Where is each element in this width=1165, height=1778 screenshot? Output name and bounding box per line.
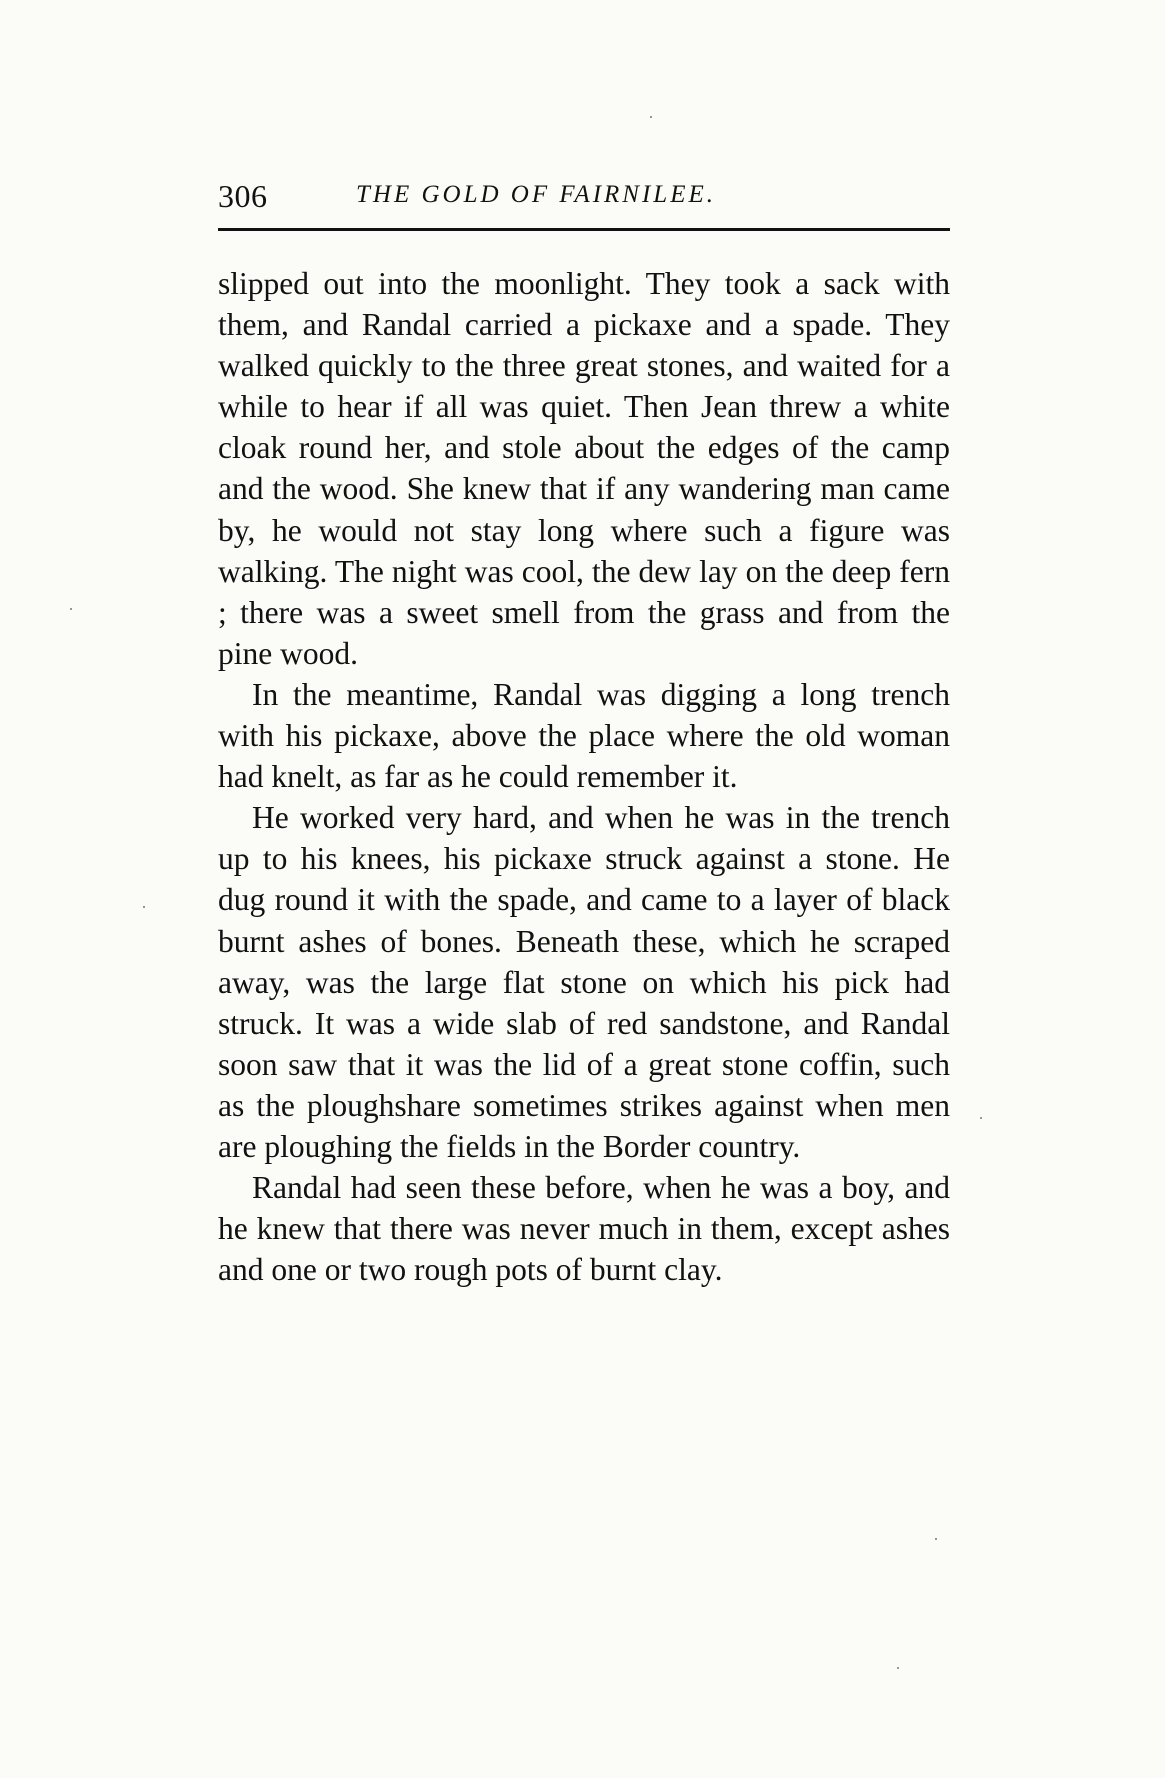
- scan-speck: [980, 1117, 982, 1119]
- running-title: THE GOLD OF FAIRNILEE.: [356, 181, 716, 208]
- body-text: [218, 263, 950, 1290]
- scan-speck: [650, 116, 652, 118]
- paragraph-3: He worked very hard, and when he was in the trench up to his knees, his pickaxe struck against a stone. He dug round it with the spade, and came to a layer of black burnt ashes of bones. Beneath these, which he scraped away, was the large flat stone on which his pick had struck. It was a wide slab of red sandstone, and Randal soon saw that it was the lid of a great stone coffin, such as the ploughshare sometimes strikes against when men are ploughing the fields in the Border country.: [218, 800, 950, 1164]
- page-number: 306: [218, 178, 268, 214]
- scan-speck: [143, 906, 145, 908]
- paragraph-4: Randal had seen these before, when he was a boy, and he knew that there was never much in them, except ashes and one or two rough pots of burnt clay.: [218, 1170, 950, 1288]
- scan-speck: [897, 1667, 899, 1669]
- scan-speck: [935, 1538, 937, 1540]
- scan-speck: [70, 608, 72, 610]
- header-rule: [218, 228, 950, 231]
- page-header: [218, 178, 950, 218]
- paragraph-2: In the meantime, Randal was digging a long trench with his pickaxe, above the place where the old woman had knelt, as far as he could remember it.: [218, 676, 950, 795]
- paragraph-1: slipped out into the moonlight. They took a sack with them, and Randal carried a pickaxe and a spade. They walked quickly to the three great stones, and waited for a while to hear if all was quiet. Then Jean threw a white cloak round her, and stole about the edges of the camp and the wood. She knew that if any wandering man came by, he would not stay long where such a figure was walking. The night was cool, the dew lay on the deep fern ; there was a sweet smell from the grass and from the pine wood.: [218, 266, 950, 671]
